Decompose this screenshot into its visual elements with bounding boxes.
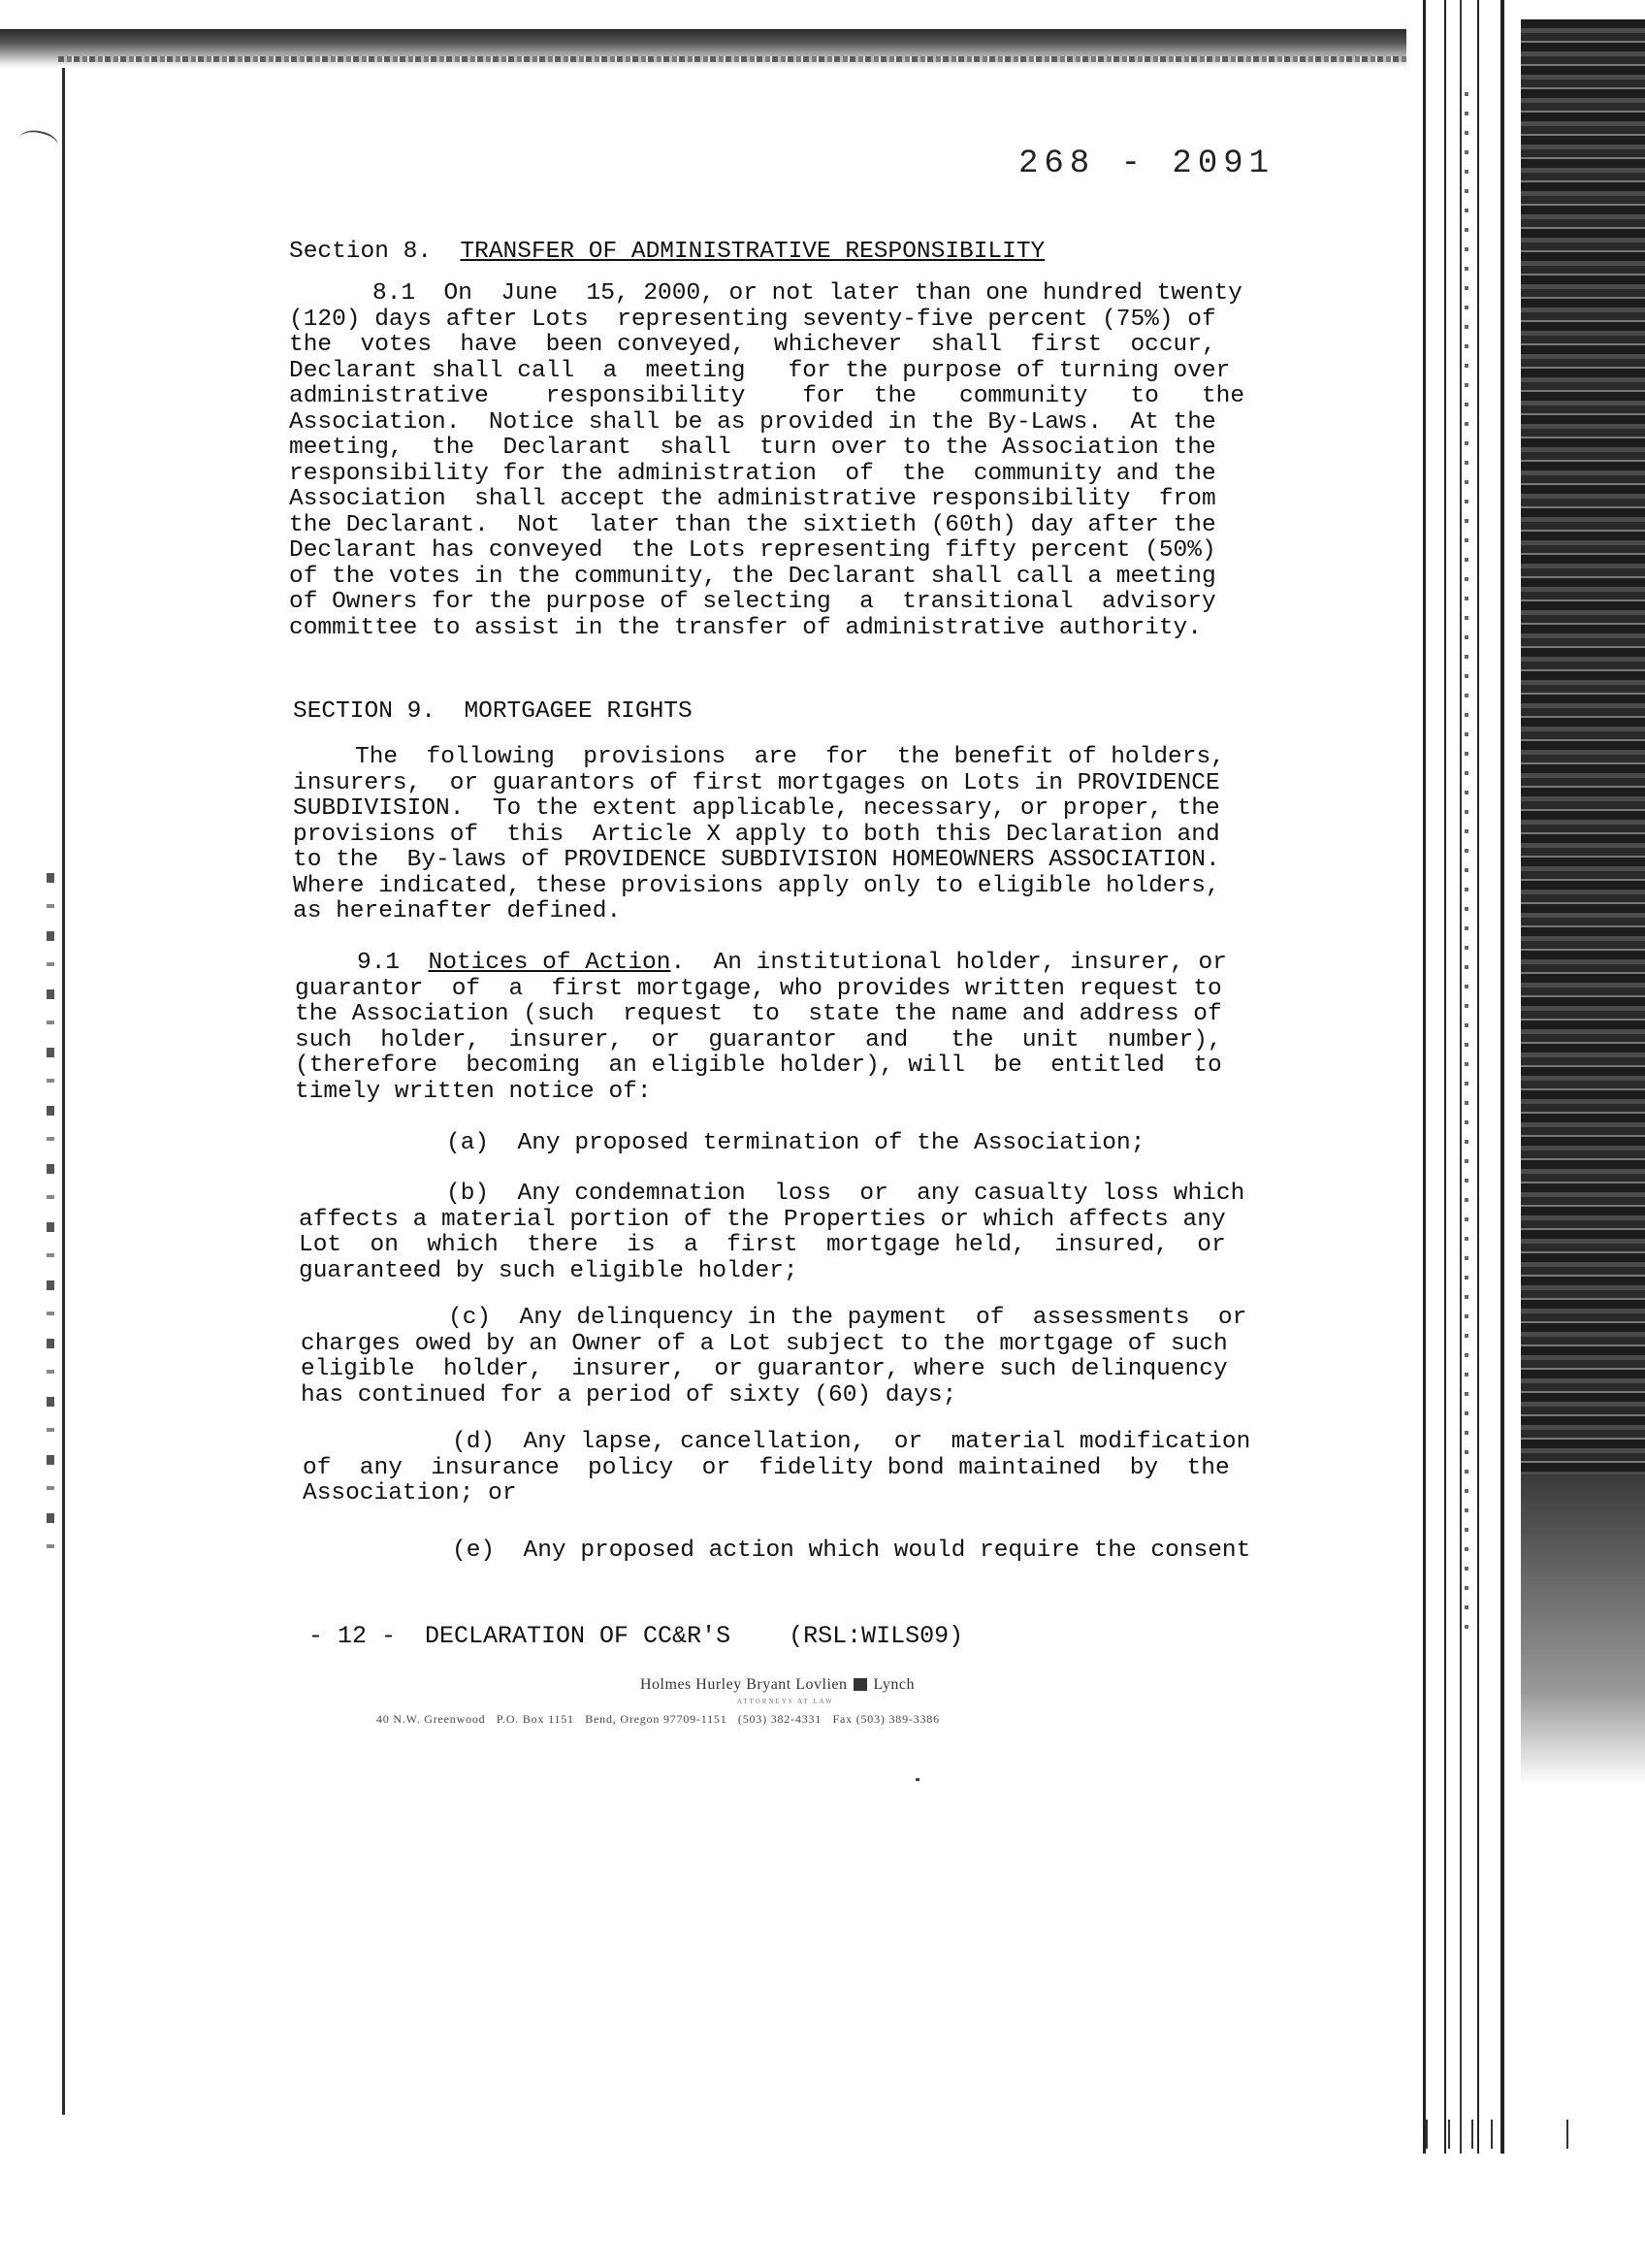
section8-label: Section 8. — [289, 239, 433, 265]
text-line: Association shall accept the administrative responsibility from — [289, 486, 1216, 512]
text-line: administrative responsibility for the community to the — [289, 383, 1245, 409]
scan-right-shadow — [1521, 19, 1645, 1474]
text-line: insurers, or guarantors of first mortgages on Lots in PROVIDENCE — [293, 769, 1220, 796]
scan-left-mark — [17, 127, 60, 156]
page-number: 268 - 2091 — [1018, 146, 1275, 182]
text-line: such holder, insurer, or guarantor and the unit number), — [295, 1026, 1222, 1053]
text-line: as hereinafter defined. — [293, 898, 622, 924]
firm-address: 40 N.W. Greenwood P.O. Box 1151 Bend, Oregon 97709-1151 (503) 382-4331 Fax (503) 389-3386 — [376, 1712, 940, 1726]
text-line: (c) Any delinquency in the payment of assessments or — [448, 1305, 1247, 1331]
text-line: Declarant shall call a meeting for the purpose of turning over — [289, 357, 1231, 384]
text-line: of any insurance policy or fidelity bond maintained by the — [303, 1454, 1230, 1481]
text-line: the votes have been conveyed, whichever shall first occur, — [289, 332, 1216, 358]
text-line: eligible holder, insurer, or guarantor, where such delinquency — [301, 1356, 1228, 1382]
text-line: Declarant has conveyed the Lots representing fifty percent (50%) — [289, 537, 1216, 564]
text-line: timely written notice of: — [295, 1078, 652, 1105]
section9-label: SECTION 9. — [293, 698, 436, 725]
firm-subtitle: ATTORNEYS AT LAW — [737, 1698, 834, 1705]
scan-left-edge — [62, 68, 65, 2115]
item-e: (e) Any proposed action which would require the consent — [452, 1538, 1251, 1564]
section9-1-number: 9.1 — [357, 950, 401, 976]
scan-top-edge — [0, 29, 1406, 68]
firm-name-left: Holmes Hurley Bryant Lovlien — [640, 1676, 848, 1693]
item-c — [301, 1306, 1246, 1409]
text-line: SUBDIVISION. To the extent applicable, necessary, or proper, the — [293, 795, 1220, 822]
text-line: 8.1 On June 15, 2000, or not later than one hundred twenty — [372, 280, 1242, 307]
scan-top-noise — [58, 56, 1406, 62]
text-line: of Owners for the purpose of selecting a transitional advisory — [289, 589, 1216, 615]
text-line: of the votes in the community, the Declarant shall call a meeting — [289, 563, 1216, 590]
item-d — [303, 1430, 1250, 1507]
text-line: the Declarant. Not later than the sixtieth (60th) day after the — [289, 511, 1216, 538]
text-line: The following provisions are for the benefit of holders, — [355, 744, 1225, 770]
text-line: (d) Any lapse, cancellation, or material modification — [452, 1429, 1251, 1455]
section9-heading — [293, 698, 693, 725]
text-line: Association. Notice shall be as provided in the By-Laws. At the — [289, 408, 1216, 436]
text-line: provisions of this Article X apply to both this Declaration and — [293, 821, 1220, 848]
section9-title: MORTGAGEE RIGHTS — [464, 698, 693, 725]
scan-right-dots — [1465, 92, 1468, 1644]
text-line: meeting, the Declarant shall turn over to the Association the — [289, 435, 1216, 461]
text-line: guaranteed by such eligible holder; — [299, 1257, 798, 1284]
text-line: to the By-laws of PROVIDENCE SUBDIVISION HOMEOWNERS ASSOCIATION. — [293, 847, 1220, 873]
text-line: (b) Any condemnation loss or any casualty loss which — [446, 1181, 1245, 1207]
section8-paragraph — [289, 281, 1244, 641]
text-line: (therefore becoming an eligible holder), will be entitled to — [295, 1053, 1222, 1079]
item-b — [299, 1182, 1244, 1284]
scan-right-shadow-fade — [1521, 1474, 1645, 1785]
text-line: charges owed by an Owner of a Lot subject to the mortgage of such — [301, 1330, 1228, 1357]
page-footer: - 12 - DECLARATION OF CC&R'S (RSL:WILS09) — [308, 1622, 964, 1650]
firm-logo-icon — [854, 1678, 867, 1691]
firm-name — [640, 1676, 915, 1694]
text-line: Lot on which there is a first mortgage held, insured, or — [299, 1232, 1226, 1258]
text-line: the Association (such request to state the name and address of — [295, 1001, 1222, 1027]
text-line: has continued for a period of sixty (60) days; — [301, 1381, 957, 1409]
text-line: affects a material portion of the Properties or which affects any — [299, 1206, 1226, 1233]
section8-title: TRANSFER OF ADMINISTRATIVE RESPONSIBILITY — [460, 239, 1046, 265]
section9-intro — [293, 745, 1225, 925]
text-line: committee to assist in the transfer of administrative authority. — [289, 614, 1202, 641]
text-line: Association; or — [303, 1480, 517, 1507]
section9-1-title: Notices of Action — [428, 950, 671, 976]
section8-heading — [289, 239, 1045, 265]
firm-name-right: Lynch — [873, 1676, 916, 1693]
scan-bottom-ticks — [1421, 2120, 1576, 2149]
item-a: (a) Any proposed termination of the Association; — [446, 1130, 1145, 1156]
scan-left-marks — [47, 873, 54, 1552]
section9-1-first-line — [295, 951, 1227, 977]
text-line: (120) days after Lots representing seventy-five percent (75%) of — [289, 306, 1216, 333]
section9-1-paragraph — [295, 951, 1227, 1105]
scan-dot — [916, 1778, 919, 1781]
text-line: responsibility for the administration of the community and the — [289, 460, 1216, 487]
text-line: guarantor of a first mortgage, who provides written request to — [295, 975, 1222, 1002]
section9-1-first-rest: . An institutional holder, insurer, or — [670, 950, 1227, 976]
text-line: Where indicated, these provisions apply only to eligible holders, — [293, 872, 1220, 899]
